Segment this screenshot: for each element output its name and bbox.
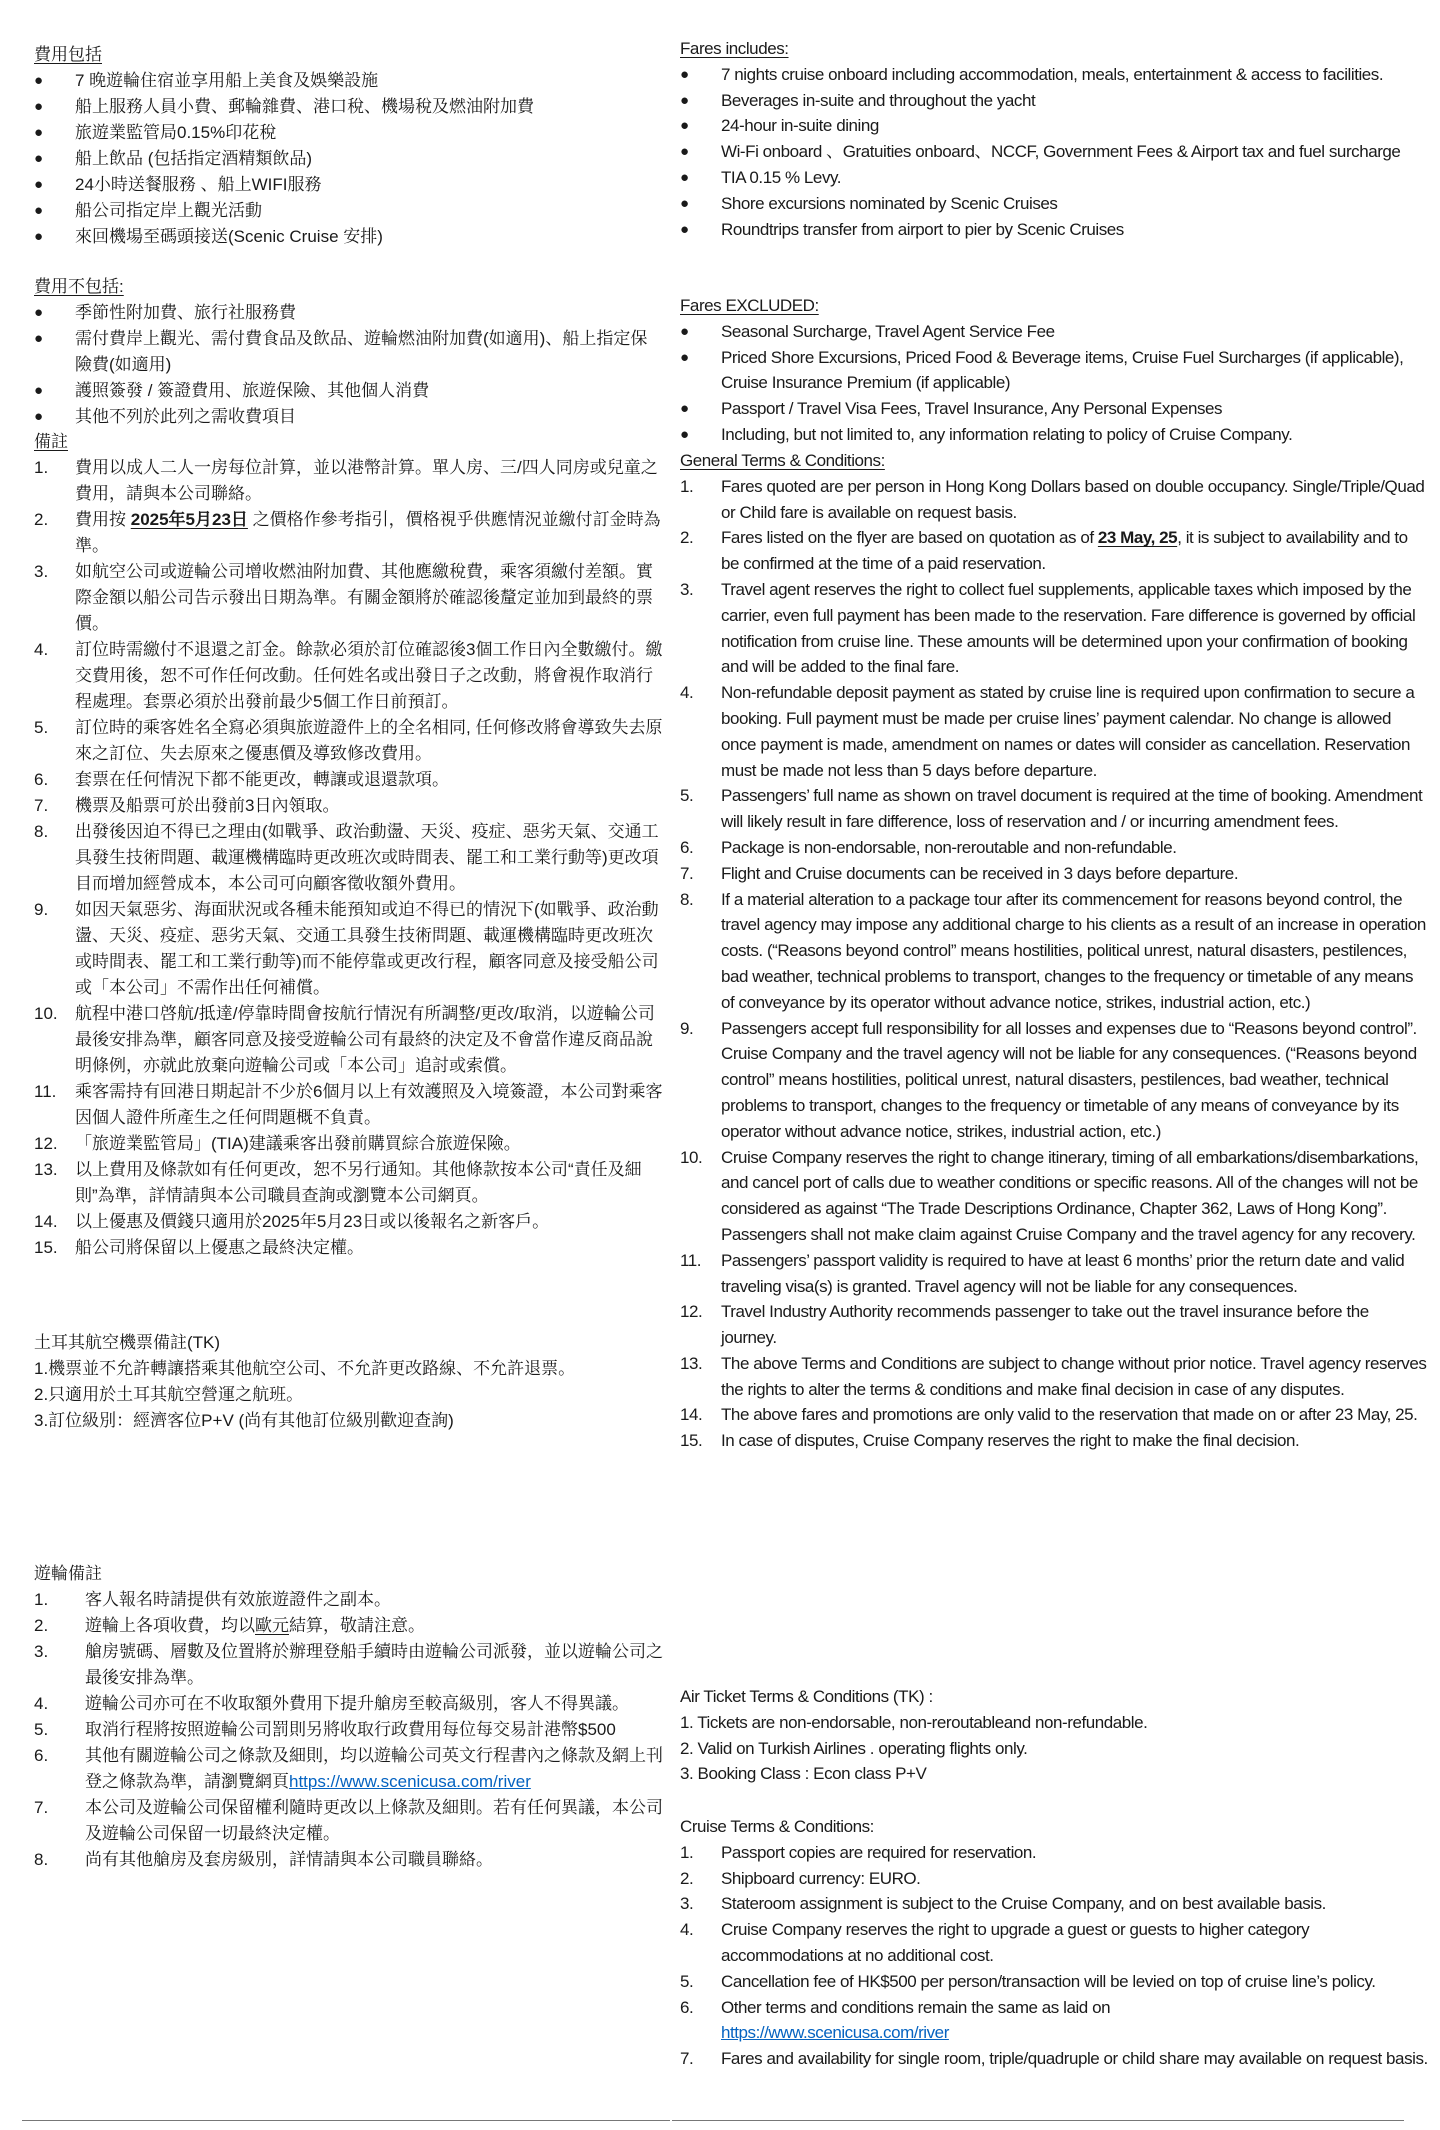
- item-number: 1.: [680, 476, 694, 496]
- list-item: [680, 62, 1428, 88]
- list-item: [34, 378, 664, 404]
- item-text: Including, but not limited to, any information relating to policy of Cruise Company.: [721, 424, 1293, 444]
- list-item: [34, 94, 664, 120]
- list-item: [680, 1866, 1428, 1892]
- list-item: [34, 559, 664, 637]
- item-text: Wi-Fi onboard 、Gratuities onboard、NCCF, Government Fees & Airport tax and fuel surcharge: [721, 142, 1401, 162]
- item-number: 4.: [34, 640, 49, 659]
- item-text: 「旅遊業監管局」(TIA)建議乘客出發前購買綜合旅遊保險。: [75, 1134, 521, 1153]
- list-item: [680, 217, 1428, 243]
- item-text: 艙房號碼、層數及位置將於辦理登船手續時由遊輪公司派發，並以遊輪公司之最後安排為準。: [85, 1642, 663, 1687]
- item-text: 旅遊業監管局0.15%印花稅: [75, 123, 277, 142]
- section-title: Fares includes:: [680, 39, 789, 58]
- cruise-section-en: [680, 1814, 1428, 2072]
- item-text: Passengers accept full responsibility for all losses and expenses due to “Reasons beyond control”. Cruise Company and the travel agency will not be liable for any consequences. (“Reasons beyond control” means hostilities, political unrest, natural disasters, pestilences, bad weather, technical problems to transport, changes to the frequency or timetable of any means of conveyance by its operator without advance notice, strikes, industrial action, etc.): [721, 1018, 1417, 1141]
- bullet-icon: ●: [680, 143, 689, 161]
- item-text: Cruise Company reserves the right to upgrade a guest or guests to higher category accommodations at no additional cost.: [721, 1920, 1310, 1965]
- list-item: [680, 1995, 1428, 2047]
- tk-section-zh: [34, 1330, 664, 1434]
- list-item: [680, 2046, 1428, 2072]
- item-number: 8.: [34, 1850, 49, 1869]
- item-text: Beverages in-suite and throughout the yacht: [721, 90, 1036, 110]
- section-title: 遊輪備註: [34, 1564, 102, 1583]
- item-number: 3.: [34, 562, 49, 581]
- item-number: 6.: [34, 770, 49, 789]
- item-text: 需付費岸上觀光、需付費食品及飲品、遊輪燃油附加費(如適用)、船上指定保險費(如適用): [75, 329, 648, 374]
- item-number: 6.: [680, 837, 694, 857]
- item-text: 機票及船票可於出發前3日內領取。: [75, 796, 340, 815]
- list-item: [34, 793, 664, 819]
- list-item: [34, 1408, 664, 1434]
- list-item: [34, 1356, 664, 1382]
- bullet-icon: ●: [34, 330, 44, 347]
- bullet-icon: ●: [34, 382, 44, 399]
- item-text: Passengers’ full name as shown on travel document is required at the time of booking. Amendment will likely result in fare difference, loss of reservation and / or incurring amendment fees.: [721, 786, 1423, 832]
- item-text: [85, 1616, 425, 1635]
- item-text: 如航空公司或遊輪公司增收燃油附加費、其他應繳稅費，乘客須繳付差額。實際金額以船公司告示發出日期為準。有關金額將於確認後釐定並加到最終的票價。: [75, 562, 653, 633]
- item-text: Travel agent reserves the right to collect fuel supplements, applicable taxes which imposed by the carrier, even full payment has been made to the reservation. Fare difference is governed by official notification from cruise line. These amounts will be determined upon your confirmation of booking and will be added to the final fare.: [721, 579, 1416, 677]
- item-number: 6.: [34, 1746, 49, 1765]
- item-number: 7.: [680, 2049, 694, 2069]
- list-item: [34, 1382, 664, 1408]
- item-text: 船上服務人員小費、郵輪雜費、港口稅、機場稅及燃油附加費: [75, 97, 534, 116]
- item-text: Cancellation fee of HK$500 per person/transaction will be levied on top of cruise line’s policy.: [721, 1971, 1376, 1991]
- list-item: [34, 1691, 664, 1717]
- item-text: Cruise Company reserves the right to change itinerary, timing of all embarkations/disembarkations, and cancel port of calls due to weather conditions or specific reasons. All of the changes will not be considered as against “The Trade Descriptions Ordinance, Chapter 362, Laws of Hong Kong”. Passengers shall not make claim against Cruise Company and the travel agency for any recovery.: [721, 1147, 1419, 1244]
- text: 遊輪上各項收費，均以: [85, 1616, 255, 1635]
- item-text: Passport / Travel Visa Fees, Travel Insurance, Any Personal Expenses: [721, 399, 1223, 419]
- date-highlight: 2025年5月23日: [130, 510, 248, 529]
- section-title: 費用包括: [34, 45, 102, 64]
- item-number: 2.: [34, 510, 49, 529]
- item-number: 3.: [680, 579, 694, 599]
- text: 之價格作參考指引，價格視乎供應情況並繳付訂金時為準。: [75, 510, 661, 555]
- item-number: 2.: [680, 528, 694, 548]
- excluded-section-en: [680, 293, 1428, 448]
- item-text: 船公司將保留以上優惠之最終決定權。: [75, 1238, 364, 1257]
- item-text: Shipboard currency: EURO.: [721, 1868, 921, 1888]
- item-number: 8.: [34, 822, 49, 841]
- list-item: [680, 783, 1428, 835]
- bullet-icon: ●: [34, 304, 44, 321]
- list-item: [680, 1917, 1428, 1969]
- list-item: [34, 1795, 664, 1847]
- item-text: Package is non-endorsable, non-reroutable and non-refundable.: [721, 837, 1177, 857]
- item-text: Priced Shore Excursions, Priced Food & Beverage items, Cruise Fuel Surcharges (if applicable), Cruise Insurance Premium (if applicable): [721, 347, 1404, 393]
- text: 費用按: [75, 510, 131, 529]
- item-number: 3.: [680, 1894, 694, 1914]
- list-item: [680, 680, 1428, 783]
- item-text: 航程中港口啓航/抵達/停靠時間會按航行情況有所調整/更改/取消，以遊輪公司最後安排為準，顧客同意及接受遊輪公司有最終的決定及不會當作違反商品說明條例，亦就此放棄向遊輪公司或「本公司」追討或索償。: [75, 1004, 655, 1075]
- list-item: [680, 1402, 1428, 1428]
- bullet-icon: ●: [34, 124, 44, 141]
- item-number: 1.: [34, 458, 49, 477]
- list-item: [680, 1840, 1428, 1866]
- bullet-icon: ●: [680, 91, 689, 109]
- item-number: 9.: [680, 1018, 694, 1038]
- item-text: 來回機場至碼頭接送(Scenic Cruise 安排): [75, 227, 383, 246]
- item-number: 3.: [34, 1642, 49, 1661]
- section-title: General Terms & Conditions:: [680, 451, 885, 470]
- item-text: 乘客需持有回港日期起計不少於6個月以上有效護照及入境簽證，本公司對乘客因個人證件所產生之任何問題概不負責。: [75, 1082, 663, 1127]
- list-item: [34, 1001, 664, 1079]
- item-number: 11.: [680, 1250, 702, 1270]
- list-item: [680, 319, 1428, 345]
- item-number: 8.: [680, 889, 694, 909]
- item-text: 訂位時的乘客姓名全寫必須與旅遊證件上的全名相同, 任何修改將會導致失去原來之訂位、失去原來之優惠價及導致修改費用。: [75, 718, 663, 763]
- bullet-icon: ●: [680, 168, 689, 186]
- remarks-section-zh: [34, 429, 664, 1261]
- list-item: [34, 68, 664, 94]
- item-number: 4.: [680, 683, 694, 703]
- list-item: [34, 300, 664, 326]
- section-title: Fares EXCLUDED:: [680, 296, 819, 315]
- item-text: 費用以成人二人一房每位計算，並以港幣計算。單人房、三/四人同房或兒童之費用，請與本公司聯絡。: [75, 458, 658, 503]
- item-text: Passengers’ passport validity is required to have at least 6 months’ prior the return date and valid traveling visa(s) is granted. Travel agency will not be liable for any consequences.: [721, 1250, 1405, 1296]
- list-item: [680, 1710, 1428, 1736]
- item-number: 13.: [34, 1160, 58, 1179]
- scenic-river-link[interactable]: https://www.scenicusa.com/river: [721, 2023, 949, 2043]
- item-text: 2.只適用於土耳其航空營運之航班。: [34, 1385, 304, 1404]
- list-item: [680, 474, 1428, 526]
- item-text: 其他不列於此列之需收費項目: [75, 407, 296, 426]
- footer-divider: [672, 2120, 1404, 2121]
- list-item: [34, 404, 664, 430]
- list-item: [680, 525, 1428, 577]
- tk-section-en: [680, 1684, 1428, 1787]
- item-text: Roundtrips transfer from airport to pier by Scenic Cruises: [721, 219, 1124, 239]
- bullet-icon: ●: [34, 72, 44, 89]
- item-text: 以上費用及條款如有任何更改，恕不另行通知。其他條款按本公司“責任及細則”為準，詳情請與本公司職員查詢或瀏覽本公司網頁。: [75, 1160, 642, 1205]
- item-number: 5.: [34, 718, 49, 737]
- bullet-icon: ●: [34, 150, 44, 167]
- section-title: 土耳其航空機票備註(TK): [34, 1333, 221, 1352]
- list-item: [34, 146, 664, 172]
- text: Other terms and conditions remain the same as laid on: [721, 1997, 1111, 2017]
- item-number: 1.: [680, 1842, 694, 1862]
- list-item: [34, 1587, 664, 1613]
- item-number: 7.: [680, 863, 694, 883]
- list-item: [34, 1209, 664, 1235]
- list-item: [34, 1157, 664, 1209]
- item-text: 如因天氣惡劣、海面狀況或各種未能預知或迫不得已的情況下(如戰爭、政治動盪、天災、疫症、惡劣天氣、交通工具發生技術問題、載運機構臨時更改班次或時間表、罷工和工業行動等)而不能停靠或更改行程，顧客同意及接受船公司或「本公司」不需作出任何補償。: [75, 900, 659, 997]
- list-item: [680, 1969, 1428, 1995]
- bullet-icon: ●: [680, 117, 689, 135]
- item-text: Flight and Cruise documents can be received in 3 days before departure.: [721, 863, 1239, 883]
- item-text: 遊輪公司亦可在不收取額外費用下提升艙房至較高級別，客人不得異議。: [85, 1694, 629, 1713]
- list-item: [680, 1428, 1428, 1454]
- list-item: [680, 422, 1428, 448]
- list-item: [680, 1761, 1428, 1787]
- item-number: 5.: [680, 1971, 694, 1991]
- item-number: 5.: [680, 786, 694, 806]
- item-number: 13.: [680, 1353, 703, 1373]
- item-number: 6.: [680, 1997, 694, 2017]
- item-text: Fares and availability for single room, triple/quadruple or child share may available on request basis.: [721, 2049, 1428, 2069]
- item-text: Non-refundable deposit payment as stated by cruise line is required upon confirmation to secure a booking. Full payment must be made per cruise lines’ payment calendar. No change is allowed once payment is made, amendment on names or dates will consider as cancellation. Reservation must be made not less than 5 days before departure.: [721, 683, 1415, 780]
- list-item: [34, 326, 664, 378]
- item-text: [721, 528, 1408, 573]
- item-text: TIA 0.15 % Levy.: [721, 167, 842, 187]
- list-item: [34, 897, 664, 1001]
- item-text: 7 晚遊輪住宿並享用船上美食及娛樂設施: [75, 71, 379, 90]
- item-text: Shore excursions nominated by Scenic Cruises: [721, 193, 1058, 213]
- bullet-icon: ●: [680, 322, 689, 340]
- section-title: Cruise Terms & Conditions:: [680, 1817, 874, 1836]
- item-text: 訂位時需繳付不退還之訂金。餘款必須於訂位確認後3個工作日內全數繳付。繳交費用後，恕不可作任何改動。任何姓名或出發日子之改動，將會視作取消行程處理。套票必須於出發前最少5個工作日前預訂。: [75, 640, 663, 711]
- item-text: If a material alteration to a package tour after its commencement for reasons beyond control, the travel agency may impose any additional charge to his clients as a result of an increase in operation costs. (“Reasons beyond control” means hostilities, political unrest, natural disasters, pestilences, bad weather, technical problems to transport, changes to the frequency or timetable of any means of conveyance by its operator without advance notice, strikes, industrial action, etc.): [721, 889, 1426, 1012]
- list-item: [680, 1145, 1428, 1248]
- included-section-zh: [34, 42, 664, 250]
- item-text: Travel Industry Authority recommends passenger to take out the travel insurance before the journey.: [721, 1302, 1369, 1348]
- list-item: [680, 887, 1428, 1016]
- item-number: 2.: [680, 1868, 694, 1888]
- list-item: [680, 88, 1428, 114]
- item-number: 1.: [34, 1590, 49, 1609]
- item-number: 10.: [680, 1147, 703, 1167]
- excluded-section-zh: [34, 274, 664, 430]
- item-number: 5.: [34, 1720, 49, 1739]
- list-item: [34, 455, 664, 507]
- item-text: 24小時送餐服務 、船上WIFI服務: [75, 175, 322, 194]
- list-item: [34, 1717, 664, 1743]
- included-section-en: [680, 36, 1428, 242]
- bullet-icon: ●: [680, 348, 689, 366]
- list-item: [680, 345, 1428, 397]
- item-text: 船上飲品 (包括指定酒精類飲品): [75, 149, 313, 168]
- item-text: 取消行程將按照遊輪公司罰則另將收取行政費用每位每交易計港幣$500: [85, 1720, 616, 1739]
- list-item: [34, 767, 664, 793]
- section-title: 費用不包括:: [34, 277, 124, 296]
- list-item: [680, 165, 1428, 191]
- item-text: 客人報名時請提供有效旅遊證件之副本。: [85, 1590, 391, 1609]
- bullet-icon: ●: [680, 65, 689, 83]
- text: , it is subject to availability and to be confirmed at the time of a paid reservation.: [721, 528, 1408, 574]
- text: 結算，敬請注意。: [289, 1616, 425, 1635]
- list-item: [680, 1016, 1428, 1145]
- list-item: [34, 507, 664, 559]
- list-item: [34, 120, 664, 146]
- item-text: 護照簽發 / 簽證費用、旅遊保險、其他個人消費: [75, 381, 430, 400]
- scenic-river-link[interactable]: https://www.scenicusa.com/river: [289, 1772, 531, 1791]
- item-text: 以上優惠及價錢只適用於2025年5月23日或以後報名之新客戶。: [75, 1212, 550, 1231]
- list-item: [680, 139, 1428, 165]
- list-item: [34, 637, 664, 715]
- list-item: [680, 1891, 1428, 1917]
- item-number: 15.: [34, 1238, 58, 1257]
- item-text: Stateroom assignment is subject to the Cruise Company, and on best available basis.: [721, 1894, 1326, 1914]
- list-item: [34, 1235, 664, 1261]
- footer-divider: [22, 2120, 670, 2121]
- bullet-icon: ●: [34, 98, 44, 115]
- list-item: [680, 191, 1428, 217]
- item-text: 24-hour in-suite dining: [721, 116, 879, 136]
- section-title: Air Ticket Terms & Conditions (TK) :: [680, 1687, 933, 1706]
- date-highlight: 23 May, 25: [1097, 528, 1178, 548]
- item-number: 10.: [34, 1004, 58, 1023]
- item-number: 12.: [680, 1302, 703, 1322]
- list-item: [34, 172, 664, 198]
- item-text: Fares quoted are per person in Hong Kong Dollars based on double occupancy. Single/Triple/Quad or Child fare is available on request basis.: [721, 476, 1425, 522]
- item-text: In case of disputes, Cruise Company reserves the right to make the final decision.: [721, 1431, 1300, 1451]
- text: Fares listed on the flyer are based on quotation as of: [721, 528, 1098, 548]
- list-item: [34, 1639, 664, 1691]
- item-text: 船公司指定岸上觀光活動: [75, 201, 262, 220]
- item-number: 11.: [34, 1082, 57, 1101]
- item-text: Passport copies are required for reservation.: [721, 1842, 1037, 1862]
- list-item: [34, 1079, 664, 1131]
- item-text: [75, 510, 661, 555]
- currency-highlight: 歐元: [255, 1616, 289, 1635]
- item-number: 12.: [34, 1134, 58, 1153]
- list-item: [34, 1613, 664, 1639]
- item-text: 3. Booking Class : Econ class P+V: [680, 1764, 927, 1784]
- bullet-icon: ●: [34, 228, 44, 245]
- item-text: 1. Tickets are non-endorsable, non-reroutableand non-refundable.: [680, 1712, 1148, 1732]
- item-number: 7.: [34, 1798, 49, 1817]
- bullet-icon: ●: [680, 425, 689, 443]
- cruise-section-zh: [34, 1561, 664, 1873]
- item-text: 出發後因迫不得已之理由(如戰爭、政治動盪、天災、疫症、惡劣天氣、交通工具發生技術問題、載運機構臨時更改班次或時間表、罷工和工業行動等)更改項目而增加經營成本，本公司可向顧客徵收額外費用。: [75, 822, 659, 893]
- item-number: 4.: [34, 1694, 49, 1713]
- list-item: [34, 1847, 664, 1873]
- list-item: [680, 577, 1428, 680]
- item-text: The above fares and promotions are only valid to the reservation that made on or after 23 May, 25.: [721, 1405, 1418, 1425]
- bullet-icon: ●: [34, 408, 44, 425]
- list-item: [680, 1248, 1428, 1300]
- item-text: [85, 1746, 663, 1791]
- item-number: 4.: [680, 1920, 694, 1940]
- item-text: 尚有其他艙房及套房級別，詳情請與本公司職員聯絡。: [85, 1850, 493, 1869]
- list-item: [680, 113, 1428, 139]
- list-item: [680, 396, 1428, 422]
- item-text: 7 nights cruise onboard including accommodation, meals, entertainment & access to facilities.: [721, 64, 1384, 84]
- list-item: [34, 819, 664, 897]
- item-number: 2.: [34, 1616, 49, 1635]
- item-number: 14.: [680, 1405, 703, 1425]
- item-text: [721, 1998, 1110, 2043]
- item-text: 套票在任何情況下都不能更改，轉讓或退還款項。: [75, 770, 449, 789]
- item-text: 2. Valid on Turkish Airlines . operating flights only.: [680, 1738, 1028, 1758]
- list-item: [34, 715, 664, 767]
- list-item: [34, 1743, 664, 1795]
- bullet-icon: ●: [680, 220, 689, 238]
- item-text: The above Terms and Conditions are subject to change without prior notice. Travel agency reserves the rights to alter the terms & conditions and make final decision in case of any disputes.: [721, 1353, 1427, 1399]
- list-item: [34, 1131, 664, 1157]
- list-item: [680, 1299, 1428, 1351]
- list-item: [34, 224, 664, 250]
- list-item: [680, 1736, 1428, 1762]
- item-text: 1.機票並不允許轉讓搭乘其他航空公司、不允許更改路線、不允許退票。: [34, 1359, 576, 1378]
- bullet-icon: ●: [34, 202, 44, 219]
- item-text: 季節性附加費、旅行社服務費: [75, 303, 296, 322]
- item-text: 本公司及遊輪公司保留權利隨時更改以上條款及細則。若有任何異議，本公司及遊輪公司保留一切最終決定權。: [85, 1798, 663, 1843]
- section-title: 備註: [34, 432, 68, 451]
- item-number: 15.: [680, 1431, 703, 1451]
- bullet-icon: ●: [680, 400, 689, 418]
- bullet-icon: ●: [34, 176, 44, 193]
- list-item: [680, 835, 1428, 861]
- list-item: [34, 198, 664, 224]
- general-terms-section: [680, 448, 1428, 1454]
- item-number: 9.: [34, 900, 49, 919]
- item-number: 7.: [34, 796, 49, 815]
- list-item: [680, 1351, 1428, 1403]
- item-text: 3.訂位級別：經濟客位P+V (尚有其他訂位級別歡迎查詢): [34, 1411, 454, 1430]
- bullet-icon: ●: [680, 194, 689, 212]
- item-number: 14.: [34, 1212, 58, 1231]
- text: 其他有關遊輪公司之條款及細則，均以遊輪公司英文行程書內之條款及網上刊登之條款為準，請瀏覽網頁: [85, 1746, 663, 1791]
- list-item: [680, 861, 1428, 887]
- item-text: Seasonal Surcharge, Travel Agent Service Fee: [721, 321, 1055, 341]
